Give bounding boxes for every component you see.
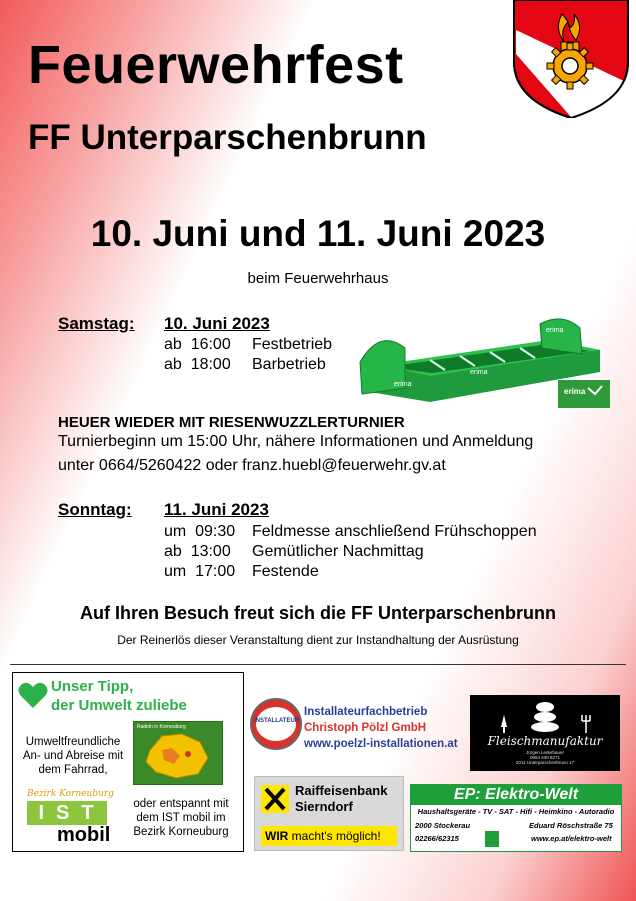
event-dates: 10. Juni und 11. Juni 2023 — [90, 213, 546, 254]
poelzl-ad — [304, 704, 458, 752]
ist-logo-top: Bezirk Korneuburg — [27, 789, 114, 799]
ep-street: Eduard Röschstraße 75 — [529, 821, 613, 830]
knife-icon — [498, 715, 510, 733]
list-item: um 17:00 Festende — [164, 563, 319, 580]
raiffeisen-name2: Sierndorf — [295, 799, 353, 814]
fleischmanufaktur-name: Fleischmanufaktur — [487, 734, 603, 748]
event-location: beim Feuerwehrhaus — [247, 270, 389, 287]
raiffeisen-name1: Raiffeisenbank — [295, 783, 388, 798]
map-icon — [142, 730, 216, 782]
poster-title: Feuerwehrfest — [28, 35, 404, 95]
installateur-badge-text: INSTALLATEUR — [254, 718, 300, 724]
closing-greeting: Auf Ihren Besuch freut sich die FF Unterparschenbrunn — [79, 603, 557, 623]
list-item: ab 16:00 Festbetrieb — [164, 336, 333, 353]
inflatable-soccer-field-image — [350, 310, 615, 410]
fleischmanufaktur-person: Jürgen Lederbauer — [525, 750, 565, 755]
tournament-heading: HEUER WIEDER MIT RIESENWUZZLERTURNIER — [58, 414, 405, 431]
fork-icon — [580, 715, 592, 733]
tip-subheading: der Umwelt zuliebe — [51, 697, 187, 714]
list-item: um 09:30 Feldmesse anschließend Frühschoppen — [164, 523, 537, 540]
fire-brigade-crest-icon — [510, 0, 632, 118]
raiffeisen-slogan-text: macht's möglich! — [291, 829, 381, 843]
raiffeisen-ad — [254, 776, 404, 851]
raiffeisen-name — [295, 783, 387, 815]
sunday-events — [164, 522, 537, 582]
fleischmanufaktur-contact — [470, 750, 620, 765]
sunday-date: 11. Juni 2023 — [164, 500, 269, 519]
raiffeisen-slogan-bold: WIR — [265, 829, 289, 843]
poster-subtitle: FF Unterparschenbrunn — [28, 118, 427, 157]
sunday-label: Sonntag: — [58, 500, 132, 519]
heart-icon — [18, 682, 48, 709]
saturday-label: Samstag: — [58, 314, 135, 333]
divider — [10, 664, 626, 665]
ist-logo-bottom: mobil — [57, 824, 111, 846]
poelzl-line1: Installateurfachbetrieb — [304, 706, 428, 718]
tournament-info: Turnierbeginn um 15:00 Uhr, nähere Informationen und Anmeldung — [58, 433, 534, 450]
map-caption: Radeln in Korneuburg — [137, 724, 186, 730]
farm-animals-icon — [522, 699, 568, 733]
list-item: ab 13:00 Gemütlicher Nachmittag — [164, 543, 424, 560]
environment-tip-box — [12, 672, 244, 852]
tip-heading: Unser Tipp, — [51, 678, 134, 695]
wuzzler-brand-text: erima — [470, 369, 488, 376]
fleischmanufaktur-address: 2011 Unterparschenbrunn 17 — [515, 760, 575, 765]
wuzzler-brand-text: erima — [394, 381, 412, 388]
poelzl-website: www.poelzl-installationen.at — [304, 738, 458, 750]
installateur-badge-icon — [250, 698, 302, 750]
fleischmanufaktur-ad — [470, 695, 620, 771]
tournament-contact: unter 0664/5260422 oder franz.huebl@feuerwehr.gv.at — [58, 457, 446, 474]
raiffeisen-slogan — [261, 826, 397, 846]
ep-badge-icon — [485, 831, 499, 847]
tip-text-bike: Umweltfreundliche An- und Abreise mit dem Fahrrad, — [22, 736, 124, 776]
list-item: ab 18:00 Barbetrieb — [164, 356, 326, 373]
saturday-date: 10. Juni 2023 — [164, 314, 270, 333]
proceeds-note: Der Reinerlös dieser Veranstaltung dient zur Instandhaltung der Ausrüstung — [117, 633, 519, 647]
ep-city: 2000 Stockerau — [415, 821, 471, 830]
tip-text-istmobil: oder entspannt mit dem IST mobil im Bezirk Korneuburg — [133, 798, 229, 838]
ep-elektro-welt-ad — [410, 784, 622, 852]
fleischmanufaktur-phone: 0664 530 8271 — [529, 755, 561, 760]
ep-phone: 02266/62315 — [415, 834, 459, 843]
ep-website: www.ep.at/elektro-welt — [531, 834, 612, 843]
raiffeisen-logo-icon — [261, 785, 289, 813]
saturday-events — [164, 335, 332, 375]
erima-logo: erima — [564, 387, 586, 396]
ist-logo: IST — [27, 801, 107, 825]
ep-services: Haushaltsgeräte - TV - SAT - Hifi - Heimkino - Autoradio — [417, 807, 615, 816]
wuzzler-brand-text: erima — [546, 327, 564, 334]
ep-name: EP: Elektro-Welt — [411, 785, 621, 805]
poelzl-name: Christoph Pölzl GmbH — [304, 722, 427, 734]
cycling-map-image — [133, 721, 223, 785]
